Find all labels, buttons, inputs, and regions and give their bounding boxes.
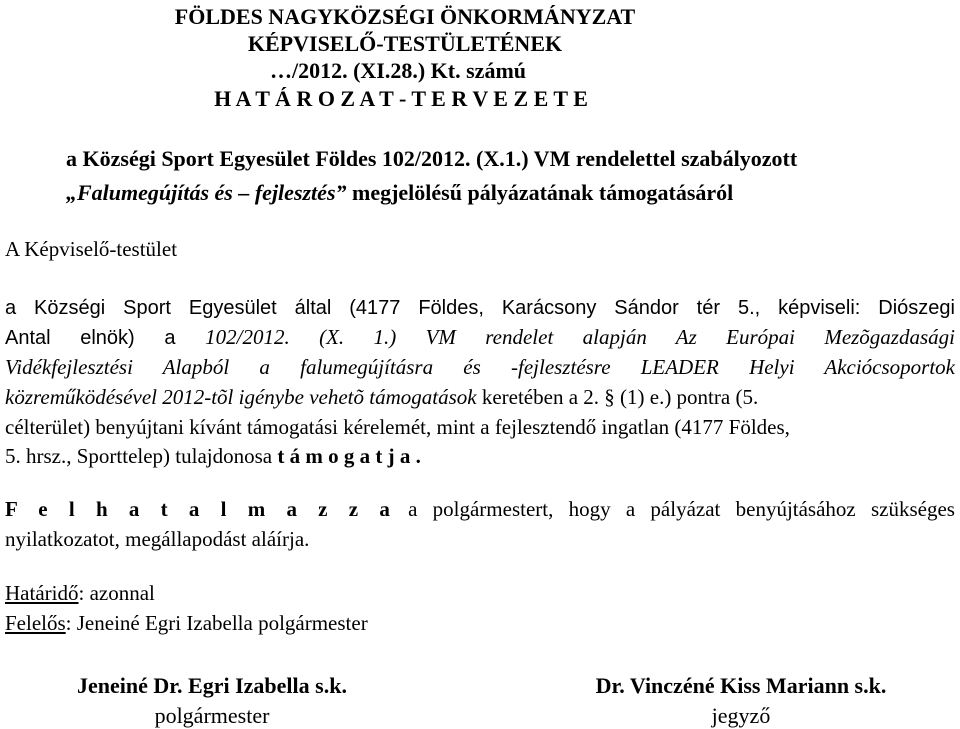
paragraph-2-line-2: nyilatkozatot, megállapodást aláírja.: [5, 527, 310, 551]
subject-line-1: a Községi Sport Egyesület Földes 102/2012. (X.1.) VM rendelettel szabályozott: [66, 146, 798, 171]
p1-l2-italic: 102/2012. (X. 1.) VM rendelet alapján Az Európai Mezõgazdasági: [205, 325, 955, 349]
responsible-line: [5, 608, 368, 638]
signature-mayor: [52, 673, 372, 729]
header-municipality: FÖLDES NAGYKÖZSÉGI ÖNKORMÁNYZAT: [174, 4, 636, 29]
signature-mayor-role: polgármester: [154, 703, 270, 728]
signature-notary-role: jegyző: [711, 703, 771, 728]
paragraph-1-line-4: [5, 382, 758, 412]
signature-notary: [566, 673, 916, 729]
subject-italic-title: „Falumegújítás és – fejlesztés”: [66, 180, 347, 205]
responsible-value: : Jeneiné Egri Izabella polgármester: [65, 611, 368, 635]
p1-l4-italic: közreműködésével 2012-tõl igénybe vehetõ támogatások: [5, 385, 477, 409]
p1-l6-text: 5. hrsz., Sporttelep) tulajdonosa: [5, 444, 278, 468]
p1-l4-rest: keretében a 2. § (1) e.) pontra (5.: [476, 385, 759, 409]
intro-text: A Képviselő-testület: [5, 237, 178, 261]
p2-authorizes: F e l h a t a l m a z z a: [5, 497, 393, 521]
deadline-label: Határidő: [5, 581, 79, 605]
subject-line-2: [66, 180, 733, 206]
p2-l1-rest: a polgármestert, hogy a pályázat benyújtásához szükséges: [392, 497, 955, 521]
deadline-value: : azonnal: [78, 581, 155, 605]
p1-l6-decision: t á m o g a t j a .: [277, 444, 421, 468]
signature-mayor-name: Jeneiné Dr. Egri Izabella s.k.: [77, 673, 347, 698]
header-document-type: H A T Á R O Z A T - T E R V E Z E T E: [214, 86, 588, 111]
subject-rest: megjelölésű pályázatának támogatásáról: [346, 180, 734, 205]
paragraph-1-line-1: a Községi Sport Egyesület által (4177 Földes, Karácsony Sándor tér 5., képviseli: Diószegi: [5, 297, 955, 319]
signature-notary-name: Dr. Vinczéné Kiss Mariann s.k.: [595, 673, 887, 698]
p1-l2-sans: Antal elnök) a: [5, 327, 206, 349]
responsible-label: Felelős: [5, 611, 66, 635]
header-resolution-number: …/2012. (XI.28.) Kt. számú: [269, 58, 527, 83]
paragraph-1-line-3: Vidékfejlesztési Alapból a falumegújításra és -fejlesztésre LEADER Helyi Akciócsoportok: [5, 355, 955, 379]
paragraph-1-line-5: célterület) benyújtani kívánt támogatási kérelemét, mint a fejlesztendő ingatlan (4177 Földes,: [5, 415, 790, 439]
deadline-line: [5, 578, 155, 608]
paragraph-1-line-2: [5, 322, 955, 353]
header-body: KÉPVISELŐ-TESTÜLETÉNEK: [247, 31, 563, 56]
paragraph-1-line-6: [5, 441, 421, 471]
paragraph-2-line-1: [5, 494, 955, 524]
